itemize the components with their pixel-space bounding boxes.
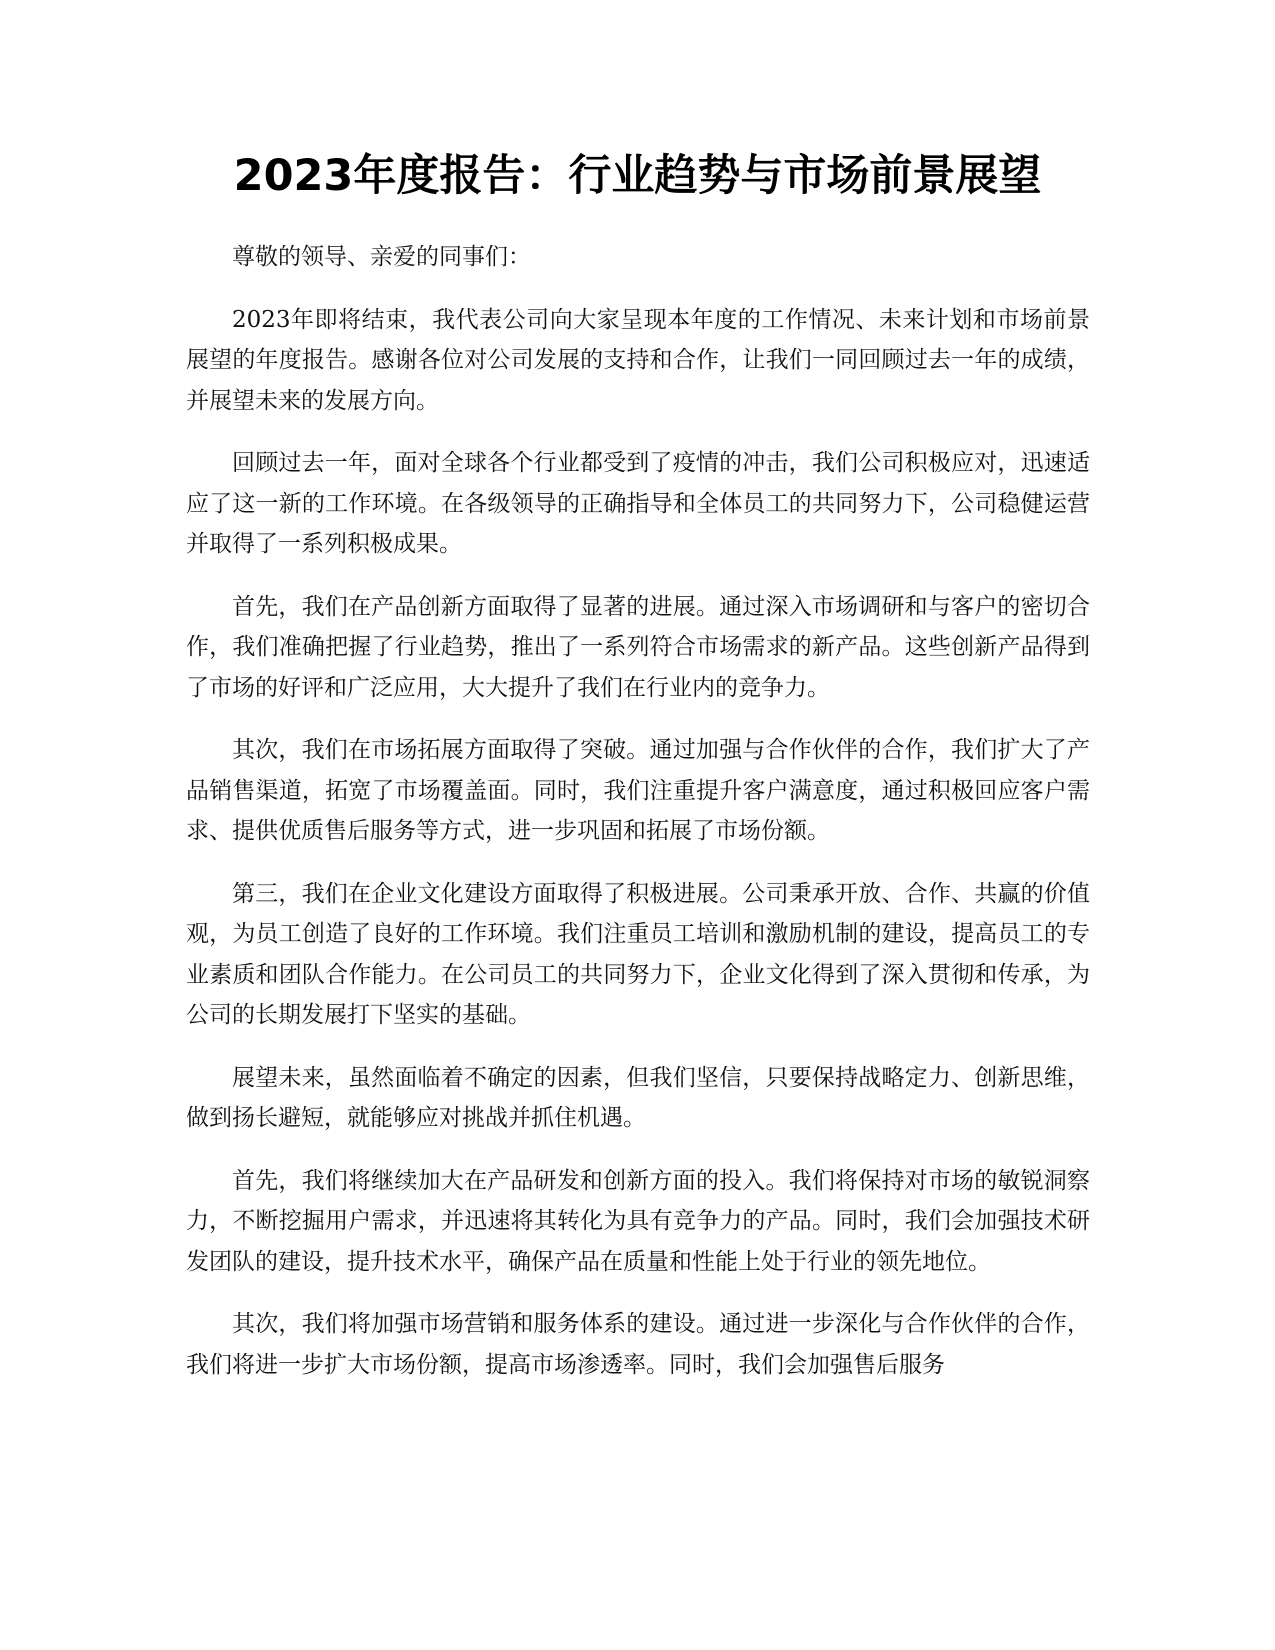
document-title: 2023年度报告：行业趋势与市场前景展望 <box>233 151 1042 201</box>
document-body <box>186 237 1090 1407</box>
market-expansion-paragraph: 其次，我们在市场拓展方面取得了突破。通过加强与合作伙伴的合作，我们扩大了产品销售渠道，拓宽了市场覆盖面。同时，我们注重提升客户满意度，通过积极回应客户需求、提供优质售后服务等方式，进一步巩固和拓展了市场份额。 <box>186 737 1090 844</box>
product-innovation-paragraph: 首先，我们在产品创新方面取得了显著的进展。通过深入市场调研和与客户的密切合作，我们准确把握了行业趋势，推出了一系列符合市场需求的新产品。这些创新产品得到了市场的好评和广泛应用，大大提升了我们在行业内的竞争力。 <box>186 593 1090 701</box>
intro-paragraph: 2023年即将结束，我代表公司向大家呈现本年度的工作情况、未来计划和市场前景展望的年度报告。感谢各位对公司发展的支持和合作，让我们一同回顾过去一年的成绩，并展望未来的发展方向。 <box>186 306 1090 414</box>
marketing-service-paragraph: 其次，我们将加强市场营销和服务体系的建设。通过进一步深化与合作伙伴的合作，我们将进一步扩大市场份额，提高市场渗透率。同时，我们会加强售后服务 <box>186 1311 1090 1378</box>
salutation-paragraph: 尊敬的领导、亲爱的同事们： <box>232 244 531 270</box>
corporate-culture-paragraph: 第三，我们在企业文化建设方面取得了积极进展。公司秉承开放、合作、共赢的价值观，为员工创造了良好的工作环境。我们注重员工培训和激励机制的建设，提高员工的专业素质和团队合作能力。在公司员工的共同努力下，企业文化得到了深入贯彻和传承，为公司的长期发展打下坚实的基础。 <box>186 880 1090 1028</box>
review-paragraph: 回顾过去一年，面对全球各个行业都受到了疫情的冲击，我们公司积极应对，迅速适应了这一新的工作环境。在各级领导的正确指导和全体员工的共同努力下，公司稳健运营并取得了一系列积极成果。 <box>186 450 1090 557</box>
outlook-paragraph: 展望未来，虽然面临着不确定的因素，但我们坚信，只要保持战略定力、创新思维，做到扬长避短，就能够应对挑战并抓住机遇。 <box>186 1064 1090 1131</box>
rd-investment-paragraph: 首先，我们将继续加大在产品研发和创新方面的投入。我们将保持对市场的敏锐洞察力，不断挖掘用户需求，并迅速将其转化为具有竞争力的产品。同时，我们会加强技术研发团队的建设，提升技术水平，确保产品在质量和性能上处于行业的领先地位。 <box>186 1167 1090 1275</box>
